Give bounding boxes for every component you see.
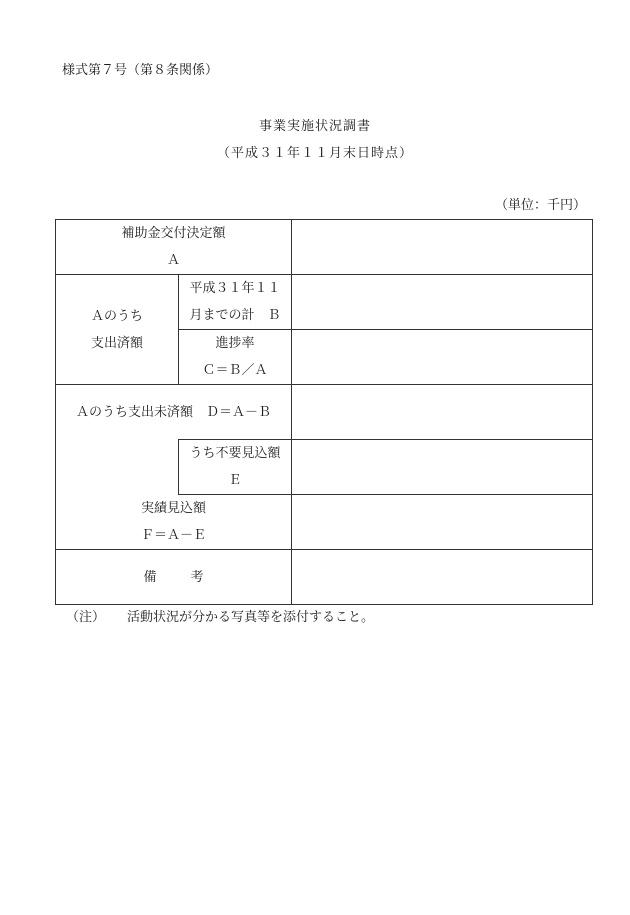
table-row: [56, 550, 593, 605]
remarks-label-part: 備: [143, 569, 157, 585]
label-line: 平成３１年１１: [189, 281, 281, 296]
expected-unneeded-label: [179, 440, 292, 495]
expected-unneeded-value[interactable]: [292, 440, 593, 495]
unspent-amount-label: [56, 385, 292, 440]
status-report-table: [55, 219, 593, 605]
table-row: [56, 385, 593, 440]
label-line: 補助金交付決定額: [121, 226, 226, 241]
as-of-date: （平成３１年１１月末日時点）: [216, 146, 413, 161]
label-line: Ａのうち支出未済額 Ｄ＝Ａ－Ｂ: [76, 404, 272, 420]
spent-to-date-value[interactable]: [292, 275, 593, 330]
label-line: 支出済額: [90, 335, 143, 351]
label-line: 進捗率: [215, 336, 255, 351]
label-line: うち不要見込額: [189, 446, 281, 461]
document-title: 事業実施状況調書: [258, 119, 371, 134]
label-line: Ａのうち: [90, 308, 143, 324]
progress-rate-label: [179, 330, 292, 385]
expected-actual-value[interactable]: [292, 495, 593, 550]
unspent-amount-value[interactable]: [292, 385, 593, 440]
footnote-text: 活動状況が分かる写真等を添付すること。: [127, 610, 375, 625]
label-line: Ａ: [167, 253, 181, 268]
form-number: 様式第７号（第８条関係）: [62, 63, 219, 78]
table-row: [56, 220, 593, 275]
label-line: Ｅ: [228, 473, 242, 488]
remarks-label-part: 考: [190, 569, 204, 585]
label-line: 実績見込額: [141, 501, 207, 516]
blank-cell: [56, 440, 179, 495]
label-line: 月までの計 Ｂ: [189, 308, 281, 323]
grant-decision-amount-label: [56, 220, 292, 275]
remarks-label: [56, 550, 292, 605]
grant-decision-amount-value[interactable]: [292, 220, 593, 275]
label-line: Ｆ＝Ａ－Ｅ: [141, 528, 207, 543]
spent-group-label: [56, 275, 179, 385]
expected-actual-label: [56, 495, 292, 550]
unit-label: （単位：千円）: [495, 198, 587, 213]
label-line: Ｃ＝Ｂ／Ａ: [202, 363, 268, 378]
table-row: [56, 495, 593, 550]
footnote-prefix: （注）: [66, 610, 106, 625]
progress-rate-value[interactable]: [292, 330, 593, 385]
table-row: [56, 275, 593, 330]
footnote: [66, 611, 374, 624]
remarks-value[interactable]: [292, 550, 593, 605]
table-row: [56, 440, 593, 495]
spent-to-date-label: [179, 275, 292, 330]
